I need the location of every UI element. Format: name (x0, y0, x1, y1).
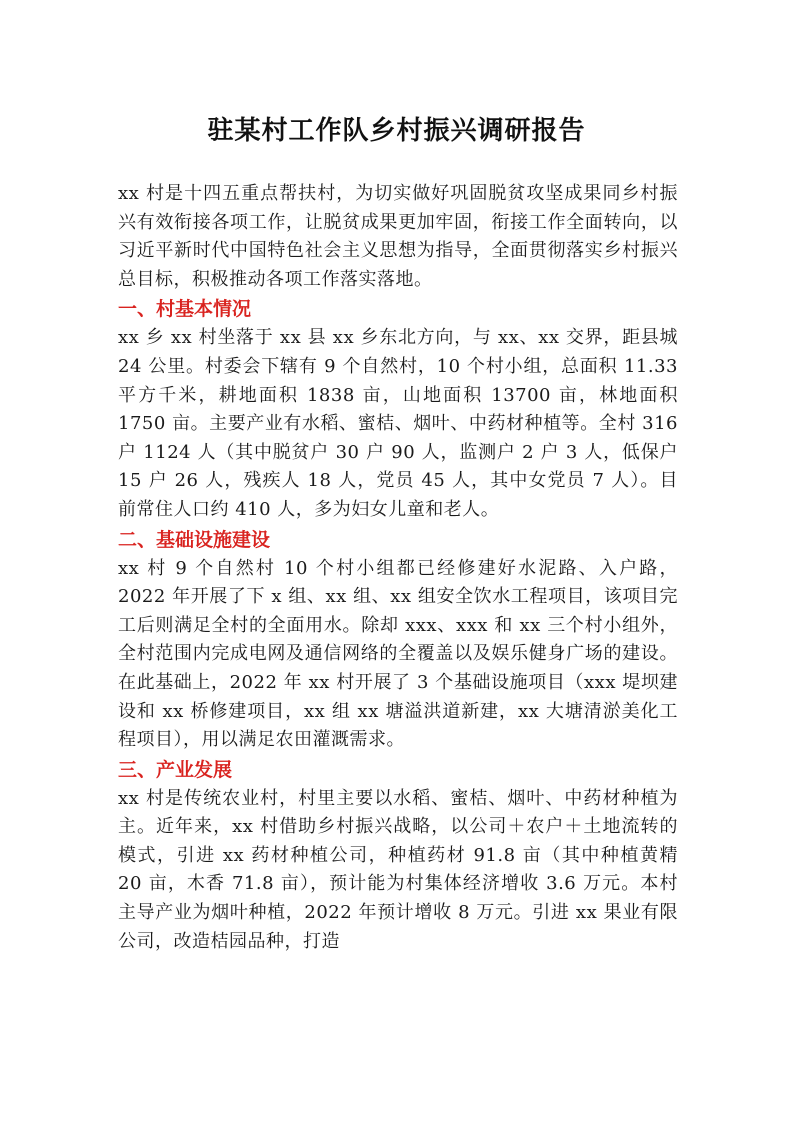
section-body-infrastructure: xx 村 9 个自然村 10 个村小组都已经修建好水泥路、入户路，2022 年开展了下 x 组、xx 组、xx 组安全饮水工程项目，该项目完工后则满足全村的全面用水。除却 xxx、xxx 和 xx 三个村小组外，全村范围内完成电网及通信网络的全覆盖以及娱乐健身广场的建设。在此基础上，2022 年 xx 村开展了 3 个基础设施项目（xxx 堤坝建设和 xx 桥修建项目，xx 组 xx 塘溢洪道新建，xx 大塘清淤美化工程项目），用以满足农田灌溉需求。 (118, 557, 678, 751)
document-body (118, 180, 678, 956)
section-body-basic-info: xx 乡 xx 村坐落于 xx 县 xx 乡东北方向，与 xx、xx 交界，距县城 24 公里。村委会下辖有 9 个自然村，10 个村小组，总面积 11.33 平方千米，耕地面积 1838 亩，山地面积 13700 亩，林地面积 1750 亩。主要产业有水稻、蜜桔、烟叶、中药材种植等。全村 316 户 1124 人（其中脱贫户 30 户 90 人，监测户 2 户 3 人，低保户 15 户 26 人，残疾人 18 人，党员 45 人，其中女党员 7 人）。目前常住人口约 410 人，多为妇女儿童和老人。 (118, 327, 678, 520)
document-title: 驻某村工作队乡村振兴调研报告 (207, 116, 586, 146)
intro-paragraph: xx 村是十四五重点帮扶村，为切实做好巩固脱贫攻坚成果同乡村振兴有效衔接各项工作，让脱贫成果更加牢固，衔接工作全面转向，以习近平新时代中国特色社会主义思想为指导，全面贯彻落实乡村振兴总目标，积极推动各项工作落实落地。 (118, 183, 678, 290)
section-body-industry: xx 村是传统农业村，村里主要以水稻、蜜桔、烟叶、中药材种植为主。近年来，xx 村借助乡村振兴战略，以公司＋农户＋土地流转的模式，引进 xx 药材种植公司，种植药材 91.8 亩（其中种植黄精 20 亩，木香 71.8 亩），预计能为村集体经济增收 3.6 万元。本村主导产业为烟叶种植，2022 年预计增收 8 万元。引进 xx 果业有限公司，改造桔园品种，打造 (118, 787, 678, 952)
section-heading-industry: 三、产业发展 (118, 758, 233, 781)
section-heading-basic-info: 一、村基本情况 (118, 298, 252, 321)
section-heading-infrastructure: 二、基础设施建设 (118, 528, 271, 551)
